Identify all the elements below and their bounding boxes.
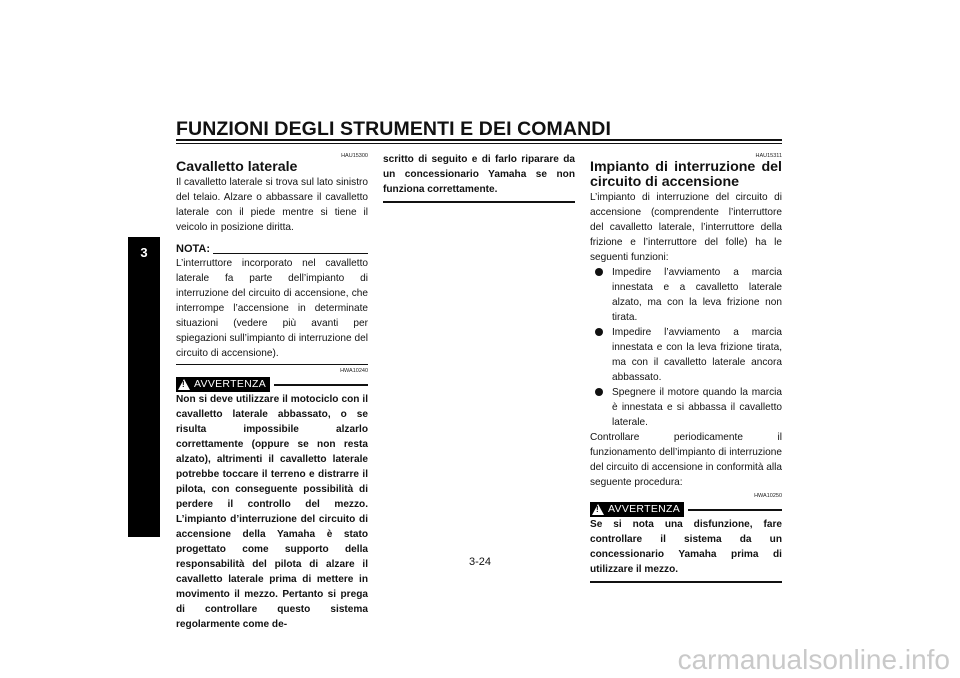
bullet-icon [595,328,603,336]
list-item: Impedire l’avviamento a marcia innestata e con la leva frizione tirata, ma con il cavalletto laterale ancora abbassato. [590,325,782,385]
warning-end-rule [383,201,575,203]
warning-label: AVVERTENZA [608,503,681,515]
warning-text: Non si deve utilizzare il motociclo con il cavalletto laterale abbassato, o se risulta impossibile alzarlo correttamente (oppure se non resta alzato), altrimenti il cavalletto laterale potrebbe toccare il terreno e distrarre il pilota, con conseguente possibilità di perdere il controllo del mezzo. L’impianto d’interruzione del circuito di accensione della Yamaha è stato progettato come supporto della responsabilità del pilota di alzare il cavalletto laterale prima di mettere in movimento il mezzo. Pertanto si prega di controllare questo sistema regolarmente come de- [176,394,368,630]
warning-text-continued: scritto di seguito e di farlo riparare da un concessionario Yamaha se non funziona correttamente. [383,154,575,195]
warning-text: Se si nota una disfunzione, fare controllare il sistema da un concessionario Yamaha prima di utilizzare il mezzo. [590,519,782,575]
warning-badge [176,377,270,392]
page-number: 3-24 [468,556,492,568]
section-title-ignition-cutoff: Impianto di interruzione del circuito di accensione [590,159,782,190]
header-rule [176,139,782,141]
column-2 [383,152,575,203]
section-code: HAU15300 [341,153,368,159]
nota-rule [213,253,368,254]
bullet-icon [595,388,603,396]
column-3 [590,153,782,583]
watermark: carmanualsonline.info [677,644,950,675]
warning-triangle-icon: ! [592,504,604,515]
list-item: Spegnere il motore quando la marcia è innestata e si abbassa il cavalletto laterale. [590,385,782,430]
bullet-icon [595,268,603,276]
warning-rule [274,384,368,386]
warning-triangle-icon: ! [178,379,190,390]
nota-header [176,243,368,256]
section-code: HAU15311 [755,153,782,159]
chapter-number: 3 [140,245,148,260]
ignition-cutoff-outro: Controllare periodicamente il funzionamento dell’impianto di interruzione del circuito di accensione in conformità alla seguente procedura: [590,432,782,488]
warning-code: HWA10250 [754,493,782,499]
section-title-side-stand: Cavalletto laterale [176,159,298,175]
ignition-cutoff-intro: L’impianto di interruzione del circuito di accensione (comprendente l’interruttore del cavalletto laterale, l’interruttore della frizione e l’interruttore del folle) ha le seguenti funzioni: [590,192,782,263]
warning-code: HWA10240 [340,368,368,374]
column-1 [176,153,368,632]
side-stand-intro: Il cavalletto laterale si trova sul lato sinistro del telaio. Alzare o abbassare il cavalletto laterale con il piede mentre si tiene il veicolo in posizione diritta. [176,177,368,233]
warning-rule [688,509,782,511]
warning-badge [590,502,684,517]
list-item: Impedire l’avviamento a marcia innestata e a cavalletto laterale alzato, ma con la leva frizione non tirata. [590,265,782,325]
header-rule-thin [176,143,782,144]
warning-header [176,377,368,392]
function-list [590,265,782,430]
nota-text: L’interruttore incorporato nel cavalletto laterale fa parte dell’impianto di interruzione del circuito di accensione, che interrompe l’accensione in determinate situazioni (vedere più avanti per spiegazioni sull’impianto di interruzione del circuito di accensione). [176,258,368,359]
chapter-tab [128,237,160,537]
page-header-title: FUNZIONI DEGLI STRUMENTI E DEI COMANDI [176,118,611,140]
warning-header [590,502,782,517]
warning-label: AVVERTENZA [194,378,267,390]
nota-end-rule [176,364,368,365]
warning-end-rule [590,581,782,583]
nota-label: NOTA: [176,243,211,255]
